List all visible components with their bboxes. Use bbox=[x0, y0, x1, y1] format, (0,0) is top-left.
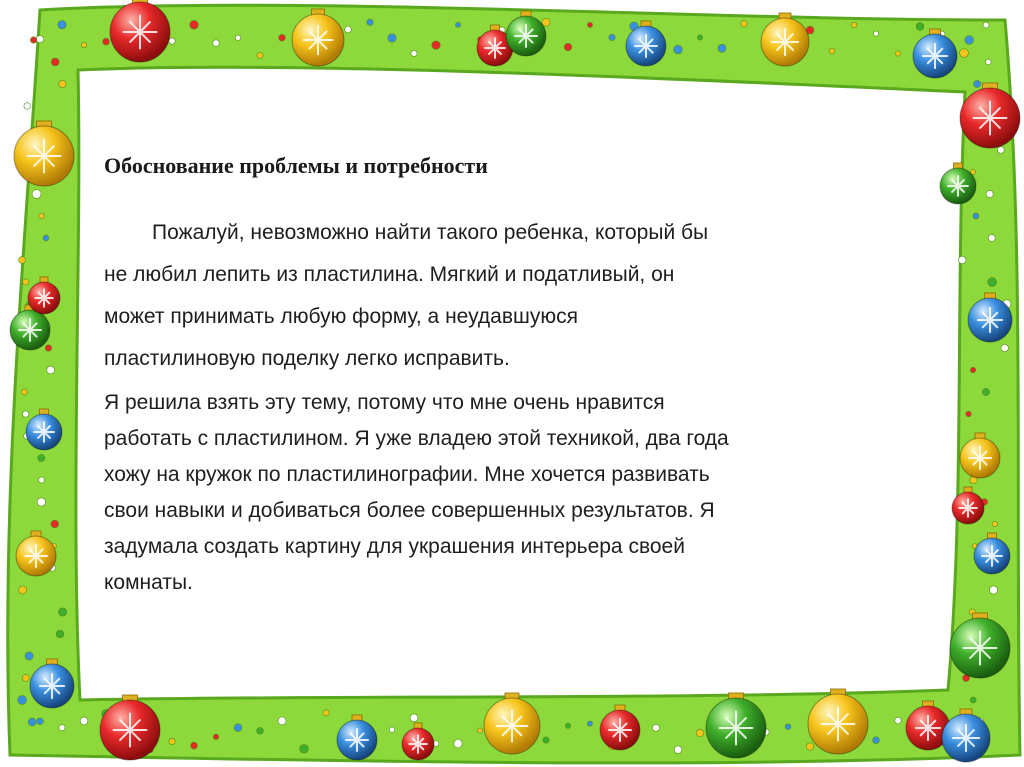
garland-light-dot bbox=[279, 34, 286, 41]
garland-light-dot bbox=[367, 19, 373, 25]
garland-light-dot bbox=[873, 737, 880, 744]
garland-light-dot bbox=[785, 724, 791, 730]
garland-light-dot bbox=[806, 743, 813, 750]
garland-light-dot bbox=[169, 38, 175, 44]
garland-light-dot bbox=[18, 696, 27, 705]
garland-light-dot bbox=[59, 725, 65, 731]
garland-light-dot bbox=[51, 520, 59, 528]
garland-light-dot bbox=[28, 718, 36, 726]
garland-light-dot bbox=[235, 35, 240, 40]
garland-light-dot bbox=[851, 22, 857, 28]
garland-light-dot bbox=[24, 103, 31, 110]
garland-light-dot bbox=[19, 257, 26, 264]
garland-light-dot bbox=[19, 586, 27, 594]
garland-light-dot bbox=[37, 718, 44, 725]
garland-light-dot bbox=[986, 190, 993, 197]
garland-light-dot bbox=[234, 724, 242, 732]
garland-light-dot bbox=[51, 58, 59, 66]
garland-light-dot bbox=[47, 366, 55, 374]
garland-light-dot bbox=[829, 48, 835, 54]
garland-light-dot bbox=[169, 738, 175, 744]
garland-light-dot bbox=[59, 80, 66, 87]
garland-light-dot bbox=[543, 737, 549, 743]
garland-light-dot bbox=[213, 40, 220, 47]
garland-light-dot bbox=[895, 717, 902, 724]
garland-light-dot bbox=[389, 727, 395, 733]
garland-light-dot bbox=[564, 43, 572, 51]
garland-light-dot bbox=[45, 345, 51, 351]
garland-light-dot bbox=[741, 21, 747, 27]
garland-light-dot bbox=[300, 744, 309, 753]
garland-light-dot bbox=[388, 34, 396, 42]
garland-light-dot bbox=[916, 22, 924, 30]
garland-light-dot bbox=[970, 367, 975, 372]
text-line: может принимать любую форму, а неудавшуюся bbox=[104, 305, 578, 328]
garland-light-dot bbox=[56, 630, 64, 638]
garland-light-dot bbox=[23, 411, 29, 417]
garland-light-dot bbox=[411, 50, 417, 56]
garland-light-dot bbox=[966, 411, 972, 417]
garland-light-dot bbox=[958, 256, 965, 263]
garland-light-dot bbox=[982, 388, 989, 395]
garland-light-dot bbox=[278, 717, 286, 725]
garland-light-dot bbox=[103, 38, 110, 45]
garland-light-dot bbox=[191, 742, 198, 749]
garland-light-dot bbox=[697, 35, 702, 40]
paragraph-intro bbox=[104, 212, 924, 380]
garland-light-dot bbox=[587, 22, 592, 27]
garland-light-dot bbox=[25, 652, 33, 660]
text-line: не любил лепить из пластилина. Мягкий и податливый, он bbox=[104, 263, 675, 286]
garland-light-dot bbox=[997, 147, 1004, 154]
garland-light-dot bbox=[80, 717, 88, 725]
garland-light-dot bbox=[609, 34, 616, 41]
garland-light-dot bbox=[992, 521, 997, 526]
garland-light-dot bbox=[257, 52, 263, 58]
garland-light-dot bbox=[873, 31, 878, 36]
garland-light-dot bbox=[973, 213, 979, 219]
garland-light-dot bbox=[323, 710, 329, 716]
garland-light-dot bbox=[986, 59, 992, 65]
garland-light-dot bbox=[990, 586, 998, 594]
slide-heading: Обоснование проблемы и потребности bbox=[104, 153, 488, 178]
garland-light-dot bbox=[960, 49, 969, 58]
garland-light-dot bbox=[213, 734, 219, 740]
text-line: Я решила взять эту тему, потому что мне очень нравится bbox=[104, 391, 665, 414]
text-line: работать с пластилином. Я уже владею этой техникой, два года bbox=[104, 427, 729, 450]
garland-light-dot bbox=[39, 213, 45, 219]
garland-light-dot bbox=[565, 723, 570, 728]
garland-light-dot bbox=[653, 724, 660, 731]
garland-light-dot bbox=[36, 36, 43, 43]
garland-light-dot bbox=[988, 235, 995, 242]
garland-light-dot bbox=[345, 26, 352, 33]
garland-light-dot bbox=[38, 454, 45, 461]
text-line: задумала создать картину для украшения интерьера своей bbox=[104, 535, 685, 558]
garland-light-dot bbox=[674, 746, 682, 754]
garland-light-dot bbox=[895, 51, 900, 56]
garland-light-dot bbox=[58, 608, 66, 616]
garland-light-dot bbox=[718, 44, 726, 52]
garland-light-dot bbox=[81, 42, 86, 47]
garland-light-dot bbox=[674, 45, 683, 54]
garland-light-dot bbox=[1001, 344, 1008, 351]
garland-light-dot bbox=[410, 714, 418, 722]
garland-light-dot bbox=[190, 20, 199, 29]
garland-light-dot bbox=[30, 37, 36, 43]
garland-light-dot bbox=[965, 36, 974, 45]
text-line: комнаты. bbox=[104, 571, 193, 594]
garland-light-dot bbox=[970, 697, 976, 703]
garland-light-dot bbox=[23, 279, 29, 285]
garland-light-dot bbox=[21, 389, 27, 395]
garland-light-dot bbox=[973, 80, 980, 87]
text-line: хожу на кружок по пластилинографии. Мне хочется развивать bbox=[104, 463, 710, 486]
garland-light-dot bbox=[43, 235, 49, 241]
text-line: свои навыки и добиваться более совершенных результатов. Я bbox=[104, 499, 715, 522]
garland-light-dot bbox=[432, 41, 440, 49]
paragraph-reason bbox=[104, 385, 924, 601]
garland-light-dot bbox=[455, 22, 460, 27]
garland-light-dot bbox=[988, 278, 997, 287]
garland-light-dot bbox=[454, 739, 462, 747]
garland-light-dot bbox=[58, 20, 67, 29]
garland-light-dot bbox=[22, 675, 29, 682]
text-line: Пожалуй, невозможно найти такого ребенка, который бы bbox=[152, 221, 709, 244]
garland-light-dot bbox=[587, 721, 592, 726]
garland-light-dot bbox=[39, 477, 45, 483]
garland-light-dot bbox=[32, 190, 41, 199]
garland-light-dot bbox=[696, 729, 704, 737]
garland-light-dot bbox=[257, 727, 264, 734]
garland-light-dot bbox=[477, 728, 482, 733]
garland-light-dot bbox=[37, 498, 45, 506]
garland-light-dot bbox=[983, 22, 989, 28]
text-line: пластилиновую поделку легко исправить. bbox=[104, 347, 510, 370]
